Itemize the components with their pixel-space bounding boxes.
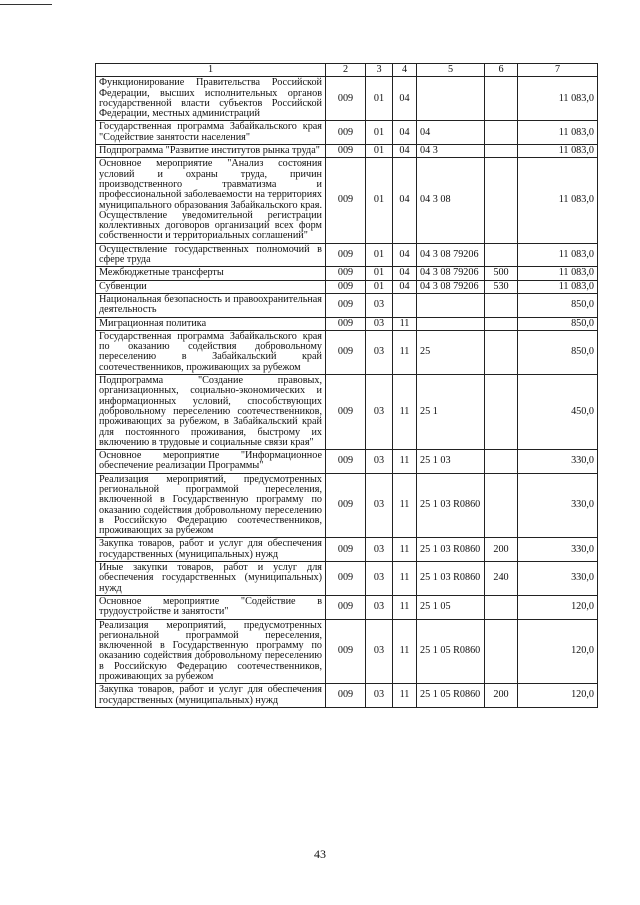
expense-type-cell bbox=[485, 243, 518, 267]
section-cell: 03 bbox=[366, 330, 393, 374]
target-item-cell: 04 3 08 79206 bbox=[417, 243, 485, 267]
amount-cell: 330,0 bbox=[518, 538, 598, 562]
section-cell: 01 bbox=[366, 77, 393, 121]
ministry-code-cell: 009 bbox=[326, 145, 366, 158]
target-item-cell bbox=[417, 77, 485, 121]
target-item-cell: 25 1 05 R0860 bbox=[417, 619, 485, 684]
section-cell: 03 bbox=[366, 375, 393, 450]
amount-cell: 450,0 bbox=[518, 375, 598, 450]
row-name-cell: Государственная программа Забайкальского края "Содействие занятости населения" bbox=[96, 121, 326, 145]
target-item-cell: 25 1 03 R0860 bbox=[417, 562, 485, 596]
target-item-cell: 04 3 08 79206 bbox=[417, 280, 485, 293]
ministry-code-cell: 009 bbox=[326, 77, 366, 121]
table-row bbox=[96, 619, 598, 684]
target-item-cell: 25 1 03 R0860 bbox=[417, 473, 485, 538]
expense-type-cell bbox=[485, 450, 518, 474]
target-item-cell: 04 bbox=[417, 121, 485, 145]
ministry-code-cell: 009 bbox=[326, 280, 366, 293]
target-item-cell: 04 3 08 79206 bbox=[417, 267, 485, 280]
amount-cell: 11 083,0 bbox=[518, 280, 598, 293]
header-cell-1: 1 bbox=[96, 64, 326, 77]
amount-cell: 120,0 bbox=[518, 684, 598, 708]
table-row bbox=[96, 293, 598, 317]
header-cell-2: 2 bbox=[326, 64, 366, 77]
row-name-cell: Функционирование Правительства Российской Федерации, высших исполнительных органов государственной власти субъектов Российской Федерации, местных администраций bbox=[96, 77, 326, 121]
target-item-cell: 04 3 08 bbox=[417, 158, 485, 243]
section-cell: 01 bbox=[366, 158, 393, 243]
subsection-cell: 11 bbox=[393, 684, 417, 708]
budget-table bbox=[95, 63, 598, 708]
expense-type-cell: 500 bbox=[485, 267, 518, 280]
amount-cell: 120,0 bbox=[518, 595, 598, 619]
amount-cell: 330,0 bbox=[518, 450, 598, 474]
table-row bbox=[96, 538, 598, 562]
target-item-cell: 25 1 05 R0860 bbox=[417, 684, 485, 708]
header-cell-5: 5 bbox=[417, 64, 485, 77]
subsection-cell: 11 bbox=[393, 317, 417, 330]
table-header bbox=[96, 64, 598, 77]
row-name-cell: Субвенции bbox=[96, 280, 326, 293]
subsection-cell: 11 bbox=[393, 562, 417, 596]
ministry-code-cell: 009 bbox=[326, 243, 366, 267]
row-name-cell: Подпрограмма "Развитие институтов рынка труда" bbox=[96, 145, 326, 158]
expense-type-cell bbox=[485, 619, 518, 684]
subsection-cell: 04 bbox=[393, 121, 417, 145]
expense-type-cell: 200 bbox=[485, 684, 518, 708]
ministry-code-cell: 009 bbox=[326, 158, 366, 243]
subsection-cell bbox=[393, 293, 417, 317]
row-name-cell: Осуществление государственных полномочий в сфере труда bbox=[96, 243, 326, 267]
row-name-cell: Закупка товаров, работ и услуг для обеспечения государственных (муниципальных) нужд bbox=[96, 684, 326, 708]
expense-type-cell bbox=[485, 473, 518, 538]
section-cell: 03 bbox=[366, 562, 393, 596]
target-item-cell: 25 1 05 bbox=[417, 595, 485, 619]
subsection-cell: 11 bbox=[393, 375, 417, 450]
table-row bbox=[96, 330, 598, 374]
subsection-cell: 04 bbox=[393, 267, 417, 280]
amount-cell: 11 083,0 bbox=[518, 243, 598, 267]
ministry-code-cell: 009 bbox=[326, 293, 366, 317]
expense-type-cell bbox=[485, 595, 518, 619]
header-cell-6: 6 bbox=[485, 64, 518, 77]
subsection-cell: 04 bbox=[393, 77, 417, 121]
ministry-code-cell: 009 bbox=[326, 121, 366, 145]
amount-cell: 120,0 bbox=[518, 619, 598, 684]
section-cell: 01 bbox=[366, 280, 393, 293]
expense-type-cell: 200 bbox=[485, 538, 518, 562]
target-item-cell bbox=[417, 317, 485, 330]
row-name-cell: Реализация мероприятий, предусмотренных региональной программой переселения, включенной в Государственную программу по оказанию содействия добровольному переселению в Российскую Федерацию соотечественников, проживающих за рубежом bbox=[96, 619, 326, 684]
expense-type-cell bbox=[485, 330, 518, 374]
subsection-cell: 11 bbox=[393, 619, 417, 684]
amount-cell: 330,0 bbox=[518, 473, 598, 538]
subsection-cell: 11 bbox=[393, 450, 417, 474]
amount-cell: 11 083,0 bbox=[518, 267, 598, 280]
section-cell: 03 bbox=[366, 538, 393, 562]
amount-cell: 11 083,0 bbox=[518, 145, 598, 158]
subsection-cell: 04 bbox=[393, 158, 417, 243]
table-row bbox=[96, 267, 598, 280]
top-left-rule bbox=[0, 4, 52, 5]
section-cell: 03 bbox=[366, 317, 393, 330]
target-item-cell: 25 1 bbox=[417, 375, 485, 450]
table-row bbox=[96, 473, 598, 538]
ministry-code-cell: 009 bbox=[326, 562, 366, 596]
expense-type-cell bbox=[485, 145, 518, 158]
amount-cell: 11 083,0 bbox=[518, 121, 598, 145]
section-cell: 01 bbox=[366, 145, 393, 158]
row-name-cell: Подпрограмма "Создание правовых, организационных, социально-экономических и информационных условий, способствующих добровольному переселению соотечественников, проживающих за рубежом, в Забайкальский край для постоянного проживания, быстрому их включению в трудовые и социальные связи края" bbox=[96, 375, 326, 450]
expense-type-cell bbox=[485, 375, 518, 450]
target-item-cell: 25 1 03 R0860 bbox=[417, 538, 485, 562]
target-item-cell: 25 1 03 bbox=[417, 450, 485, 474]
row-name-cell: Реализация мероприятий, предусмотренных региональной программой переселения, включенной в Государственную программу по оказанию содействия добровольному переселению в Российскую Федерацию соотечественников, проживающих за рубежом bbox=[96, 473, 326, 538]
table-body bbox=[96, 77, 598, 708]
target-item-cell bbox=[417, 293, 485, 317]
row-name-cell: Основное мероприятие "Информационное обеспечение реализации Программы" bbox=[96, 450, 326, 474]
table-row bbox=[96, 77, 598, 121]
ministry-code-cell: 009 bbox=[326, 473, 366, 538]
ministry-code-cell: 009 bbox=[326, 330, 366, 374]
header-row bbox=[96, 64, 598, 77]
subsection-cell: 04 bbox=[393, 280, 417, 293]
table-row bbox=[96, 562, 598, 596]
expense-type-cell: 240 bbox=[485, 562, 518, 596]
table-row bbox=[96, 450, 598, 474]
section-cell: 01 bbox=[366, 267, 393, 280]
expense-type-cell bbox=[485, 158, 518, 243]
row-name-cell: Иные закупки товаров, работ и услуг для обеспечения государственных (муниципальных) нужд bbox=[96, 562, 326, 596]
expense-type-cell bbox=[485, 317, 518, 330]
header-cell-4: 4 bbox=[393, 64, 417, 77]
row-name-cell: Межбюджетные трансферты bbox=[96, 267, 326, 280]
table-row bbox=[96, 684, 598, 708]
subsection-cell: 11 bbox=[393, 538, 417, 562]
section-cell: 03 bbox=[366, 595, 393, 619]
subsection-cell: 04 bbox=[393, 243, 417, 267]
row-name-cell: Миграционная политика bbox=[96, 317, 326, 330]
ministry-code-cell: 009 bbox=[326, 375, 366, 450]
amount-cell: 850,0 bbox=[518, 330, 598, 374]
target-item-cell: 25 bbox=[417, 330, 485, 374]
target-item-cell: 04 3 bbox=[417, 145, 485, 158]
ministry-code-cell: 009 bbox=[326, 595, 366, 619]
ministry-code-cell: 009 bbox=[326, 317, 366, 330]
section-cell: 03 bbox=[366, 619, 393, 684]
subsection-cell: 11 bbox=[393, 473, 417, 538]
table-row bbox=[96, 121, 598, 145]
amount-cell: 11 083,0 bbox=[518, 158, 598, 243]
row-name-cell: Национальная безопасность и правоохранительная деятельность bbox=[96, 293, 326, 317]
table-row bbox=[96, 317, 598, 330]
subsection-cell: 04 bbox=[393, 145, 417, 158]
amount-cell: 850,0 bbox=[518, 317, 598, 330]
expense-type-cell bbox=[485, 293, 518, 317]
section-cell: 03 bbox=[366, 450, 393, 474]
row-name-cell: Основное мероприятие "Анализ состояния условий и охраны труда, причин производственного травматизма и профессиональной заболеваемости на территориях муниципального образования Забайкальского края. Осуществление уведомительной регистрации коллективных договоров организаций всех форм собственности и территориальных соглашений" bbox=[96, 158, 326, 243]
subsection-cell: 11 bbox=[393, 330, 417, 374]
section-cell: 03 bbox=[366, 293, 393, 317]
expense-type-cell: 530 bbox=[485, 280, 518, 293]
row-name-cell: Основное мероприятие "Содействие в трудоустройстве и занятости" bbox=[96, 595, 326, 619]
subsection-cell: 11 bbox=[393, 595, 417, 619]
header-cell-3: 3 bbox=[366, 64, 393, 77]
ministry-code-cell: 009 bbox=[326, 619, 366, 684]
row-name-cell: Государственная программа Забайкальского края по оказанию содействия добровольному переселению в Забайкальский край соотечественников, проживающих за рубежом bbox=[96, 330, 326, 374]
expense-type-cell bbox=[485, 77, 518, 121]
ministry-code-cell: 009 bbox=[326, 450, 366, 474]
section-cell: 03 bbox=[366, 684, 393, 708]
table-row bbox=[96, 158, 598, 243]
amount-cell: 11 083,0 bbox=[518, 77, 598, 121]
table-row bbox=[96, 145, 598, 158]
amount-cell: 850,0 bbox=[518, 293, 598, 317]
page-number: 43 bbox=[314, 847, 326, 861]
ministry-code-cell: 009 bbox=[326, 684, 366, 708]
table-row bbox=[96, 243, 598, 267]
expense-type-cell bbox=[485, 121, 518, 145]
header-cell-7: 7 bbox=[518, 64, 598, 77]
table-row bbox=[96, 375, 598, 450]
ministry-code-cell: 009 bbox=[326, 538, 366, 562]
section-cell: 01 bbox=[366, 243, 393, 267]
section-cell: 03 bbox=[366, 473, 393, 538]
table-row bbox=[96, 595, 598, 619]
row-name-cell: Закупка товаров, работ и услуг для обеспечения государственных (муниципальных) нужд bbox=[96, 538, 326, 562]
section-cell: 01 bbox=[366, 121, 393, 145]
amount-cell: 330,0 bbox=[518, 562, 598, 596]
ministry-code-cell: 009 bbox=[326, 267, 366, 280]
table-row bbox=[96, 280, 598, 293]
